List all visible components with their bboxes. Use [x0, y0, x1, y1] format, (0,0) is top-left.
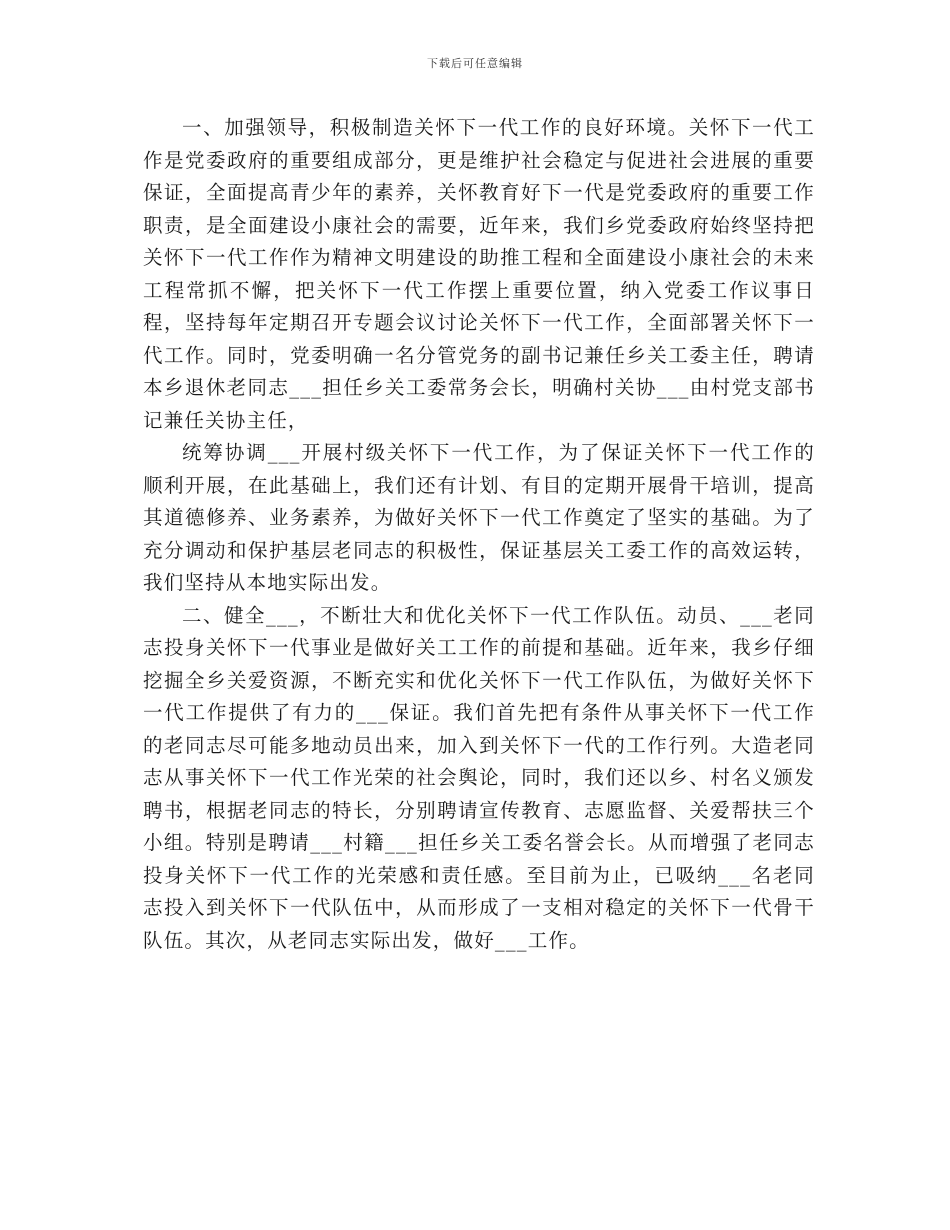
- paragraph-1: 一、加强领导，积极制造关怀下一代工作的良好环境。关怀下一代工作是党委政府的重要组成部分，更是维护社会稳定与促进社会进展的重要保证，全面提高青少年的素养，关怀教育好下一代是党委政府的重要工作职责，是全面建设小康社会的需要，近年来，我们乡党委政府始终坚持把关怀下一代工作作为精神文明建设的助推工程和全面建设小康社会的未来工程常抓不懈，把关怀下一代工作摆上重要位置，纳入党委工作议事日程，坚持每年定期召开专题会议讨论关怀下一代工作，全面部署关怀下一代工作。同时，党委明确一名分管党务的副书记兼任乡关工委主任，聘请本乡退休老同志___担任乡关工委常务会长，明确村关协___由村党支部书记兼任关协主任，: [143, 116, 815, 432]
- page-header: 下载后可任意编辑: [427, 57, 523, 70]
- document-body: [143, 112, 815, 957]
- paragraph-2: 统筹协调___开展村级关怀下一代工作，为了保证关怀下一代工作的顺利开展，在此基础上，我们还有计划、有目的定期开展骨干培训，提高其道德修养、业务素养，为做好关怀下一代工作奠定了坚实的基础。为了充分调动和保护基层老同志的积极性，保证基层关工委工作的高效运转，我们坚持从本地实际出发。: [143, 441, 815, 594]
- paragraph-3: 二、健全___，不断壮大和优化关怀下一代工作队伍。动员、___老同志投身关怀下一代事业是做好关工工作的前提和基础。近年来，我乡仔细挖掘全乡关爱资源，不断充实和优化关怀下一代工作队伍，为做好关怀下一代工作提供了有力的___保证。我们首先把有条件从事关怀下一代工作的老同志尽可能多地动员出来，加入到关怀下一代的工作行列。大造老同志从事关怀下一代工作光荣的社会舆论，同时，我们还以乡、村名义颁发聘书，根据老同志的特长，分别聘请宣传教育、志愿监督、关爱帮扶三个小组。特别是聘请___村籍___担任乡关工委名誉会长。从而增强了老同志投身关怀下一代工作的光荣感和责任感。至目前为止，已吸纳___名老同志投入到关怀下一代队伍中，从而形成了一支相对稳定的关怀下一代骨干队伍。其次，从老同志实际出发，做好___工作。: [143, 603, 815, 952]
